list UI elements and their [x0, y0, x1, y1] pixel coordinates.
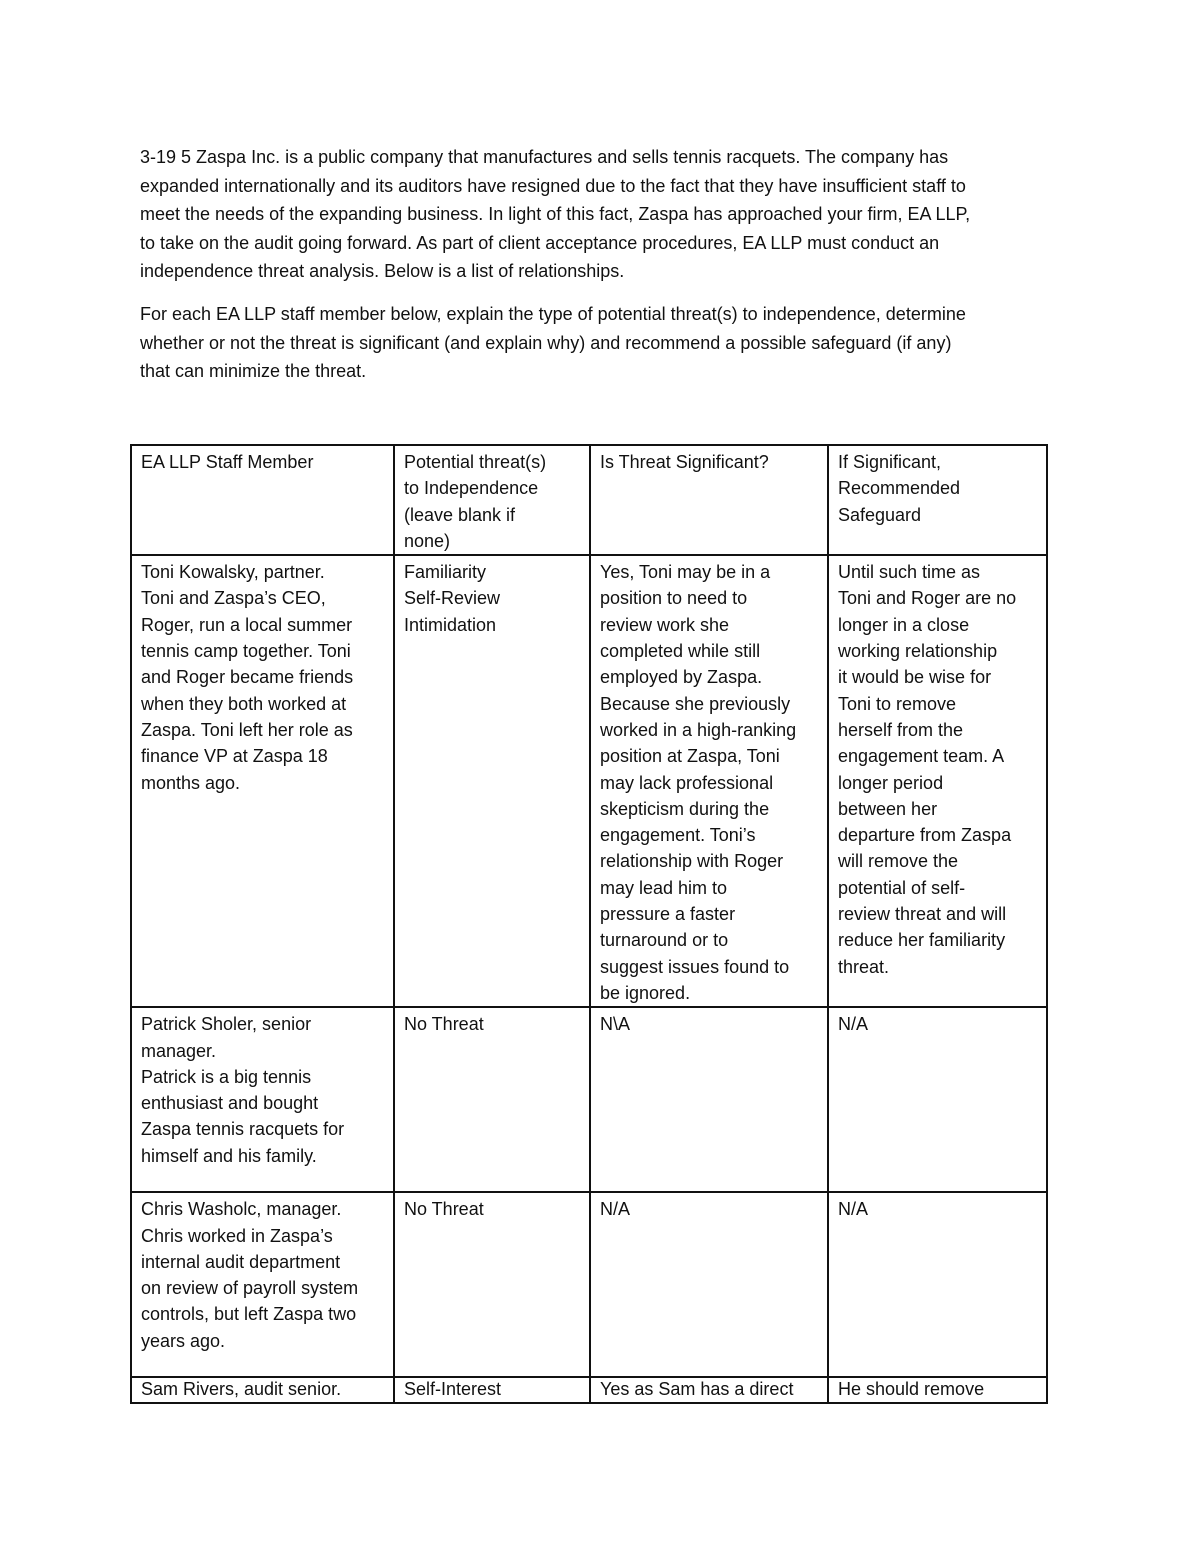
cell-text-line: No Threat	[404, 1199, 484, 1220]
cell-text-line: completed while still	[600, 641, 761, 662]
cell-text-line: turnaround or to	[600, 930, 729, 951]
cell-text-line: Chris Washolc, manager.	[141, 1199, 342, 1220]
problem-intro	[140, 143, 1070, 286]
staff-member-cell	[131, 1377, 394, 1403]
cell-text-line: Self-Interest	[404, 1379, 502, 1400]
threat-type-cell	[394, 1192, 590, 1377]
cell-text-line: working relationship	[838, 641, 998, 662]
safeguard-cell	[828, 555, 1047, 1007]
cell-text-line: it would be wise for	[838, 667, 992, 688]
cell-text-line: Toni to remove	[838, 693, 957, 714]
table-row	[131, 555, 1047, 1007]
cell-text-line: on review of payroll system	[141, 1278, 359, 1299]
cell-text-line: Is Threat Significant?	[600, 452, 769, 472]
staff-member-cell	[131, 555, 394, 1007]
cell-text-line: engagement team. A	[838, 746, 1005, 767]
cell-text-line: longer in a close	[838, 614, 970, 635]
cell-text-line: finance VP at Zaspa 18	[141, 746, 328, 767]
cell-text-line: review threat and will	[838, 904, 1007, 925]
cell-text-line: tennis camp together. Toni	[141, 641, 351, 662]
cell-text-line: position at Zaspa, Toni	[600, 746, 780, 767]
cell-text-line: No Threat	[404, 1014, 484, 1035]
cell-text-line: between her	[838, 798, 938, 819]
cell-text-line: enthusiast and bought	[141, 1093, 319, 1114]
cell-text-line: Toni Kowalsky, partner.	[141, 562, 325, 583]
threat-type-cell	[394, 555, 590, 1007]
cell-text-line: controls, but left Zaspa two	[141, 1304, 357, 1325]
cell-text-line: N/A	[838, 1199, 869, 1220]
cell-text-line: Until such time as	[838, 562, 981, 583]
cell-text-line: longer period	[838, 772, 944, 793]
cell-text-line: N/A	[600, 1199, 631, 1220]
cell-text-line: worked in a high-ranking	[600, 719, 797, 740]
cell-text-line: and Roger became friends	[141, 667, 354, 688]
cell-text-line: Zaspa tennis racquets for	[141, 1119, 345, 1140]
cell-text-line: engagement. Toni’s	[600, 825, 756, 846]
cell-text-line: Safeguard	[838, 504, 922, 525]
intro-line: meet the needs of the expanding business. In light of this fact, Zaspa has approached your firm, EA LLP,	[140, 204, 971, 224]
cell-text-line: EA LLP Staff Member	[141, 452, 314, 472]
table-row	[131, 1377, 1047, 1403]
cell-text-line: (leave blank if	[404, 504, 516, 525]
cell-text-line: when they both worked at	[141, 693, 347, 714]
cell-text-line: suggest issues found to	[600, 956, 790, 977]
table-header-row	[131, 445, 1047, 555]
instruction-line: whether or not the threat is significant (and explain why) and recommend a possible safeguard (if any)	[140, 332, 952, 353]
cell-text-line: Roger, run a local summer	[141, 614, 353, 635]
cell-text-line: N\A	[600, 1014, 631, 1035]
cell-text-line: Familiarity	[404, 562, 487, 583]
cell-text-line: none)	[404, 530, 451, 551]
cell-text-line: potential of self-	[838, 877, 966, 898]
instruction-line: that can minimize the threat.	[140, 361, 367, 381]
cell-text-line: be ignored.	[600, 982, 691, 1003]
cell-text-line: manager.	[141, 1040, 217, 1061]
intro-line: independence threat analysis. Below is a list of relationships.	[140, 261, 625, 281]
cell-text-line: herself from the	[838, 719, 964, 740]
header-cell	[828, 445, 1047, 555]
cell-text-line: pressure a faster	[600, 904, 736, 925]
table-row	[131, 1007, 1047, 1192]
cell-text-line: threat.	[838, 956, 890, 977]
intro-line: 3-19 5 Zaspa Inc. is a public company that manufactures and sells tennis racquets. The company has	[140, 147, 949, 167]
threat-type-cell	[394, 1007, 590, 1192]
cell-text-line: himself and his family.	[141, 1145, 317, 1166]
significance-cell	[590, 1192, 828, 1377]
cell-text-line: Patrick Sholer, senior	[141, 1014, 312, 1035]
significance-cell	[590, 1377, 828, 1403]
cell-text-line: Because she previously	[600, 693, 791, 714]
cell-text-line: position to need to	[600, 588, 748, 609]
header-cell	[590, 445, 828, 555]
cell-text-line: Self-Review	[404, 588, 501, 609]
safeguard-cell	[828, 1192, 1047, 1377]
cell-text-line: Sam Rivers, audit senior.	[141, 1379, 342, 1400]
instruction-line: For each EA LLP staff member below, explain the type of potential threat(s) to independence, determine	[140, 304, 966, 324]
cell-text-line: years ago.	[141, 1330, 226, 1351]
cell-text-line: If Significant,	[838, 452, 942, 472]
table-row	[131, 1192, 1047, 1377]
safeguard-cell	[828, 1007, 1047, 1192]
cell-text-line: may lack professional	[600, 772, 774, 793]
cell-text-line: reduce her familiarity	[838, 930, 1006, 951]
cell-text-line: employed by Zaspa.	[600, 667, 763, 688]
cell-text-line: will remove the	[838, 851, 959, 872]
staff-member-cell	[131, 1007, 394, 1192]
header-cell	[131, 445, 394, 555]
cell-text-line: Toni and Zaspa’s CEO,	[141, 588, 326, 609]
cell-text-line: Recommended	[838, 478, 961, 499]
cell-text-line: review work she	[600, 614, 730, 635]
cell-text-line: Potential threat(s)	[404, 452, 547, 472]
problem-instructions	[140, 300, 1070, 386]
cell-text-line: may lead him to	[600, 877, 728, 898]
cell-text-line: He should remove	[838, 1379, 985, 1400]
intro-line: expanded internationally and its auditors have resigned due to the fact that they have insufficient staff to	[140, 175, 966, 196]
cell-text-line: internal audit department	[141, 1251, 341, 1272]
cell-text-line: Intimidation	[404, 614, 497, 635]
significance-cell	[590, 555, 828, 1007]
safeguard-cell	[828, 1377, 1047, 1403]
threat-table-body	[131, 445, 1047, 1403]
cell-text-line: departure from Zaspa	[838, 825, 1012, 846]
intro-line: to take on the audit going forward. As part of client acceptance procedures, EA LLP must conduct an	[140, 232, 940, 253]
cell-text-line: Patrick is a big tennis	[141, 1066, 312, 1087]
cell-text-line: Yes, Toni may be in a	[600, 562, 771, 583]
cell-text-line: Zaspa. Toni left her role as	[141, 719, 353, 740]
significance-cell	[590, 1007, 828, 1192]
cell-text-line: skepticism during the	[600, 798, 770, 819]
cell-text-line: Chris worked in Zaspa’s	[141, 1225, 333, 1246]
cell-text-line: Toni and Roger are no	[838, 588, 1017, 609]
cell-text-line: N/A	[838, 1014, 869, 1035]
cell-text-line: to Independence	[404, 478, 539, 499]
cell-text-line: Yes as Sam has a direct	[600, 1379, 794, 1400]
threat-type-cell	[394, 1377, 590, 1403]
cell-text-line: relationship with Roger	[600, 851, 784, 872]
header-cell	[394, 445, 590, 555]
independence-threat-table	[130, 444, 1048, 1404]
staff-member-cell	[131, 1192, 394, 1377]
cell-text-line: months ago.	[141, 772, 241, 793]
